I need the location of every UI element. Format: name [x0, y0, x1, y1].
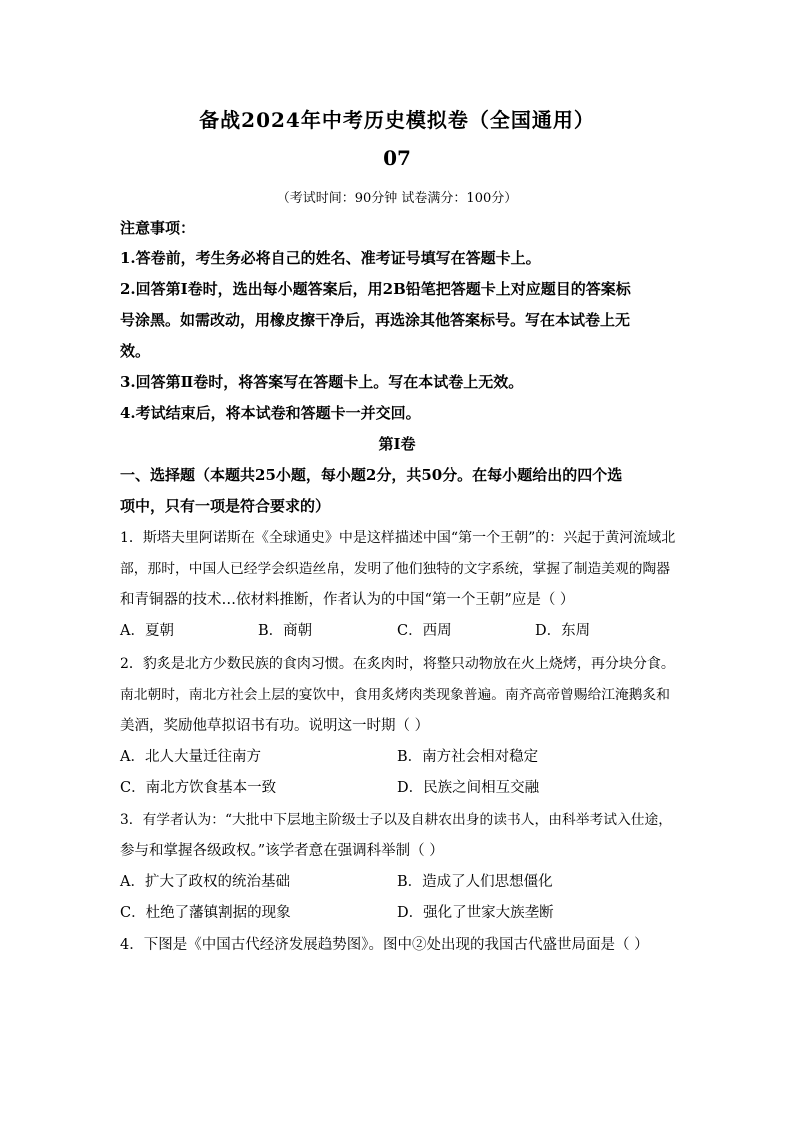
question-4-text: 4．下图是《中国古代经济发展趋势图》。图中②处出现的我国古代盛世局面是（ ） [120, 937, 649, 953]
volume-heading: 第Ⅰ卷 [378, 435, 416, 453]
notes-line: 1.答卷前，考生务必将自己的姓名、准考证号填写在答题卡上。 [120, 249, 541, 267]
question-1-text: 部，那时，中国人已经学会织造丝帛，发明了他们独特的文字系统，掌握了制造美观的陶器 [120, 561, 671, 577]
question-2-option-b: B．南方社会相对稳定 [397, 749, 539, 765]
question-1-option-d: D．东周 [535, 623, 591, 639]
question-2-option-c: C．南北方饮食基本一致 [120, 780, 277, 796]
section-heading: 项中，只有一项是符合要求的） [120, 497, 331, 515]
exam-number: 07 [383, 146, 411, 170]
notes-heading: 注意事项： [120, 219, 196, 237]
question-2-option-a: A．北人大量迁往南方 [120, 749, 261, 765]
question-2-text: 美酒，奖励他草拟诏书有功。说明这一时期（ ） [120, 718, 430, 734]
exam-info: （考试时间：90分钟 试卷满分：100分） [276, 191, 518, 206]
question-1-text: 和青铜器的技术…依材料推断，作者认为的中国“第一个王朝”应是（ ） [120, 592, 575, 608]
notes-line: 号涂黑。如需改动，用橡皮擦干净后，再选涂其他答案标号。写在本试卷上无 [120, 311, 631, 329]
question-3-option-b: B．造成了人们思想僵化 [397, 874, 553, 890]
question-3-text: 参与和掌握各级政权。”该学者意在强调科举制（ ） [120, 843, 444, 859]
section-heading: 一、选择题（本题共25小题，每小题2分，共50分。在每小题给出的四个选 [120, 466, 623, 484]
question-3-text: 3．有学者认为：“大批中下层地主阶级士子以及自耕农出身的读书人，由科举考试入仕途， [120, 812, 673, 828]
notes-line: 4.考试结束后，将本试卷和答题卡一并交回。 [120, 404, 421, 422]
exam-title: 备战2024年中考历史模拟卷（全国通用） [199, 108, 595, 132]
question-1-option-a: A．夏朝 [120, 623, 174, 639]
question-1-option-c: C．西周 [397, 623, 452, 639]
question-1-option-b: B．商朝 [258, 623, 313, 639]
question-3-option-c: C．杜绝了藩镇割据的现象 [120, 905, 291, 921]
question-2-option-d: D．民族之间相互交融 [397, 780, 540, 796]
question-1-text: 1．斯塔夫里阿诺斯在《全球通史》中是这样描述中国“第一个王朝”的：兴起于黄河流域北 [120, 530, 676, 546]
notes-line: 效。 [120, 342, 151, 360]
question-3-option-a: A．扩大了政权的统治基础 [120, 874, 290, 890]
question-2-text: 南北朝时，南北方社会上层的宴饮中，食用炙烤肉类现象普遍。南齐高帝曾赐给江淹鹅炙和 [120, 687, 671, 703]
question-3-option-d: D．强化了世家大族垄断 [397, 905, 554, 921]
question-2-text: 2．豹炙是北方少数民族的食肉习惯。在炙肉时，将整只动物放在火上烧烤，再分块分食。 [120, 656, 675, 672]
notes-line: 2.回答第Ⅰ卷时，选出每小题答案后，用2B铅笔把答题卡上对应题目的答案标 [120, 280, 631, 298]
notes-line: 3.回答第Ⅱ卷时，将答案写在答题卡上。写在本试卷上无效。 [120, 373, 524, 391]
